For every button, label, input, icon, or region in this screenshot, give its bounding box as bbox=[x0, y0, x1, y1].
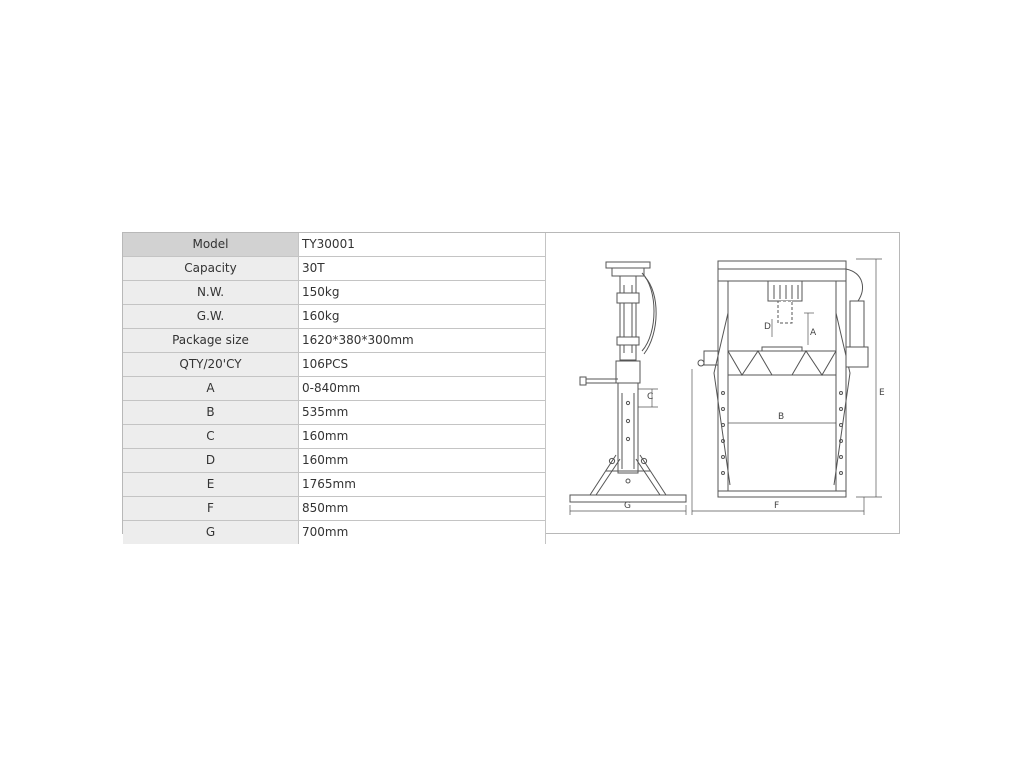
spec-table bbox=[123, 233, 546, 544]
spec-label: D bbox=[123, 449, 299, 473]
spec-row-qty bbox=[123, 353, 546, 377]
spec-label: Package size bbox=[123, 329, 299, 353]
dim-label-f: F bbox=[774, 501, 780, 511]
spec-label: F bbox=[123, 497, 299, 521]
spec-value: 160mm bbox=[299, 449, 546, 473]
spec-value: 30T bbox=[299, 257, 546, 281]
spec-row-b bbox=[123, 401, 546, 425]
spec-label: G bbox=[123, 521, 299, 545]
spec-value: 106PCS bbox=[299, 353, 546, 377]
spec-value: 1765mm bbox=[299, 473, 546, 497]
spec-row-d bbox=[123, 449, 546, 473]
spec-row-e bbox=[123, 473, 546, 497]
spec-value: 150kg bbox=[299, 281, 546, 305]
spec-row-model bbox=[123, 233, 546, 257]
side-view bbox=[570, 262, 686, 515]
spec-label: Capacity bbox=[123, 257, 299, 281]
spec-row-f bbox=[123, 497, 546, 521]
spec-sheet bbox=[122, 232, 900, 539]
spec-value: TY30001 bbox=[299, 233, 546, 257]
spec-value: 850mm bbox=[299, 497, 546, 521]
technical-drawing-cell bbox=[546, 233, 899, 533]
spec-row-a bbox=[123, 377, 546, 401]
dim-label-c: C bbox=[647, 392, 654, 402]
spec-value: 700mm bbox=[299, 521, 546, 545]
dim-label-a: A bbox=[810, 328, 817, 338]
dim-label-d: D bbox=[764, 322, 771, 332]
spec-value: 160kg bbox=[299, 305, 546, 329]
spec-row-g bbox=[123, 521, 546, 545]
spec-label: Model bbox=[123, 233, 299, 257]
spec-label: G.W. bbox=[123, 305, 299, 329]
spec-row-gross-weight bbox=[123, 305, 546, 329]
spec-value: 160mm bbox=[299, 425, 546, 449]
dim-label-e: E bbox=[879, 388, 885, 398]
dim-label-b: B bbox=[778, 412, 785, 422]
spec-row-package-size bbox=[123, 329, 546, 353]
spec-label: C bbox=[123, 425, 299, 449]
spec-row-net-weight bbox=[123, 281, 546, 305]
spec-row-c bbox=[123, 425, 546, 449]
press-technical-drawing bbox=[546, 233, 900, 533]
spec-label: N.W. bbox=[123, 281, 299, 305]
spec-label: E bbox=[123, 473, 299, 497]
spec-label: QTY/20'CY bbox=[123, 353, 299, 377]
dim-label-g: G bbox=[624, 501, 631, 511]
spec-label: A bbox=[123, 377, 299, 401]
spec-value: 0-840mm bbox=[299, 377, 546, 401]
spec-row-capacity bbox=[123, 257, 546, 281]
spec-value: 535mm bbox=[299, 401, 546, 425]
spec-value: 1620*380*300mm bbox=[299, 329, 546, 353]
spec-label: B bbox=[123, 401, 299, 425]
front-view bbox=[692, 259, 882, 515]
